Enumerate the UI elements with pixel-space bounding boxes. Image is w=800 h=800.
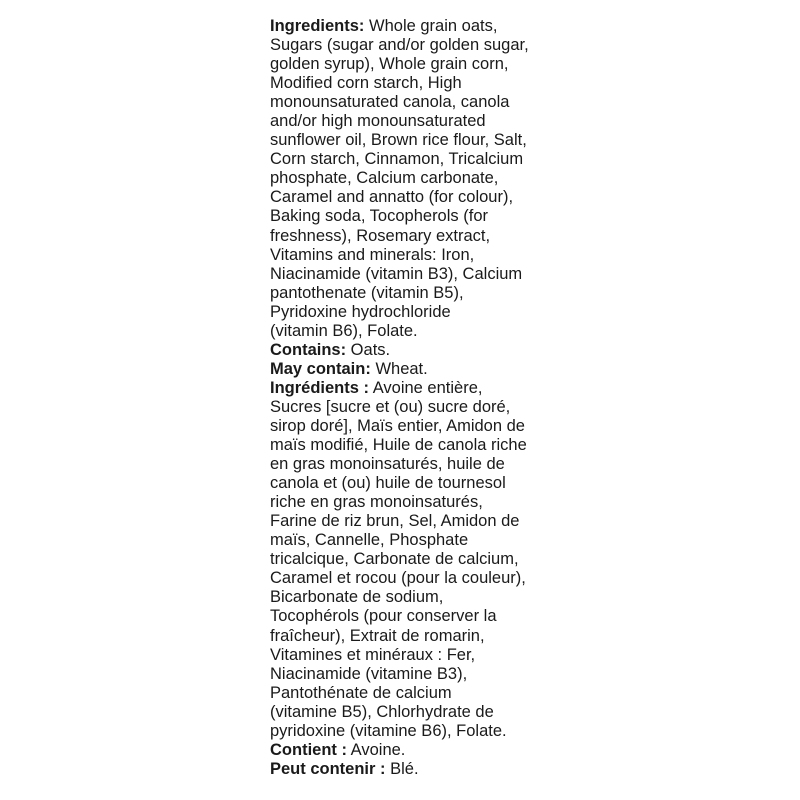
- label-line-2: [270, 36, 560, 55]
- label-line-9: [270, 169, 560, 188]
- label-line-31-text: Bicarbonate de sodium,: [270, 588, 444, 607]
- label-line-17: [270, 322, 560, 341]
- label-line-19: [270, 360, 560, 379]
- label-line-3-text: golden syrup), Whole grain corn,: [270, 55, 509, 74]
- label-line-3: [270, 55, 560, 74]
- label-line-4-text: Modified corn starch, High: [270, 74, 462, 93]
- label-line-20-bold: Ingrédients :: [270, 378, 370, 397]
- label-line-18: [270, 341, 560, 360]
- label-line-13: [270, 246, 560, 265]
- label-line-37: [270, 703, 560, 722]
- label-line-38-text: pyridoxine (vitamine B6), Folate.: [270, 721, 507, 740]
- label-line-27-text: Farine de riz brun, Sel, Amidon de: [270, 512, 520, 531]
- label-line-4: [270, 74, 560, 93]
- label-line-13-text: Vitamins and minerals: Iron,: [270, 245, 475, 264]
- label-line-27: [270, 512, 560, 531]
- label-line-23-text: maïs modifié, Huile de canola riche: [270, 436, 527, 455]
- label-line-20: [270, 379, 560, 398]
- label-line-23: [270, 436, 560, 455]
- label-line-7-text: sunflower oil, Brown rice flour, Salt,: [270, 131, 527, 150]
- label-line-36-text: Pantothénate de calcium: [270, 683, 452, 702]
- label-line-15: [270, 284, 560, 303]
- label-line-12-text: freshness), Rosemary extract,: [270, 226, 491, 245]
- label-line-30: [270, 569, 560, 588]
- label-line-17-text: (vitamin B6), Folate.: [270, 321, 418, 340]
- label-line-18-text: Oats.: [346, 340, 391, 359]
- label-line-26-text: riche en gras monoinsaturés,: [270, 493, 483, 512]
- label-line-31: [270, 588, 560, 607]
- label-line-6: [270, 112, 560, 131]
- label-line-12: [270, 227, 560, 246]
- label-line-8: [270, 150, 560, 169]
- label-line-19-text: Wheat.: [370, 359, 428, 378]
- label-line-33: [270, 627, 560, 646]
- label-line-34: [270, 646, 560, 665]
- label-line-21-text: Sucres [sucre et (ou) sucre doré,: [270, 397, 511, 416]
- label-line-25-text: canola et (ou) huile de tournesol: [270, 474, 506, 493]
- label-line-1-bold: Ingredients:: [270, 17, 365, 35]
- label-line-10: [270, 188, 560, 207]
- label-line-14: [270, 265, 560, 284]
- label-line-40-text: Blé.: [385, 759, 419, 778]
- label-line-38: [270, 722, 560, 741]
- label-line-30-text: Caramel et rocou (pour la couleur),: [270, 569, 526, 588]
- label-line-40-bold: Peut contenir :: [270, 759, 386, 778]
- label-line-20-text: Avoine entière,: [369, 378, 483, 397]
- label-line-16: [270, 303, 560, 322]
- label-line-29: [270, 550, 560, 569]
- label-line-1: [270, 17, 560, 36]
- label-line-10-text: Caramel and annatto (for colour),: [270, 188, 514, 207]
- label-line-11-text: Baking soda, Tocopherols (for: [270, 207, 488, 226]
- label-line-15-text: pantothenate (vitamin B5),: [270, 283, 464, 302]
- label-line-25: [270, 474, 560, 493]
- label-line-22-text: sirop doré], Maïs entier, Amidon de: [270, 416, 525, 435]
- label-line-1-text: Whole grain oats,: [364, 17, 498, 35]
- label-line-36: [270, 684, 560, 703]
- ingredients-label: [270, 17, 560, 779]
- label-line-18-bold: Contains:: [270, 340, 347, 359]
- label-line-6-text: and/or high monounsaturated: [270, 112, 486, 131]
- label-line-28: [270, 531, 560, 550]
- label-line-2-text: Sugars (sugar and/or golden sugar,: [270, 36, 529, 55]
- label-line-39-text: Avoine.: [346, 740, 406, 759]
- label-line-24: [270, 455, 560, 474]
- label-line-35-text: Niacinamide (vitamine B3),: [270, 664, 468, 683]
- label-line-33-text: fraîcheur), Extrait de romarin,: [270, 626, 485, 645]
- label-line-5-text: monounsaturated canola, canola: [270, 93, 510, 112]
- label-line-35: [270, 665, 560, 684]
- label-line-39-bold: Contient :: [270, 740, 347, 759]
- label-line-11: [270, 207, 560, 226]
- label-line-40: [270, 760, 560, 779]
- label-line-34-text: Vitamines et minéraux : Fer,: [270, 645, 476, 664]
- label-line-19-bold: May contain:: [270, 359, 371, 378]
- label-line-24-text: en gras monoinsaturés, huile de: [270, 455, 505, 474]
- label-line-32-text: Tocophérols (pour conserver la: [270, 607, 497, 626]
- label-line-16-text: Pyridoxine hydrochloride: [270, 302, 451, 321]
- label-line-22: [270, 417, 560, 436]
- label-line-26: [270, 493, 560, 512]
- label-line-39: [270, 741, 560, 760]
- label-line-29-text: tricalcique, Carbonate de calcium,: [270, 550, 519, 569]
- label-line-5: [270, 93, 560, 112]
- label-line-32: [270, 607, 560, 626]
- label-line-37-text: (vitamine B5), Chlorhydrate de: [270, 702, 494, 721]
- label-line-8-text: Corn starch, Cinnamon, Tricalcium: [270, 150, 524, 169]
- label-line-14-text: Niacinamide (vitamin B3), Calcium: [270, 264, 523, 283]
- label-line-9-text: phosphate, Calcium carbonate,: [270, 169, 499, 188]
- label-line-21: [270, 398, 560, 417]
- label-line-28-text: maïs, Cannelle, Phosphate: [270, 531, 469, 550]
- label-line-7: [270, 131, 560, 150]
